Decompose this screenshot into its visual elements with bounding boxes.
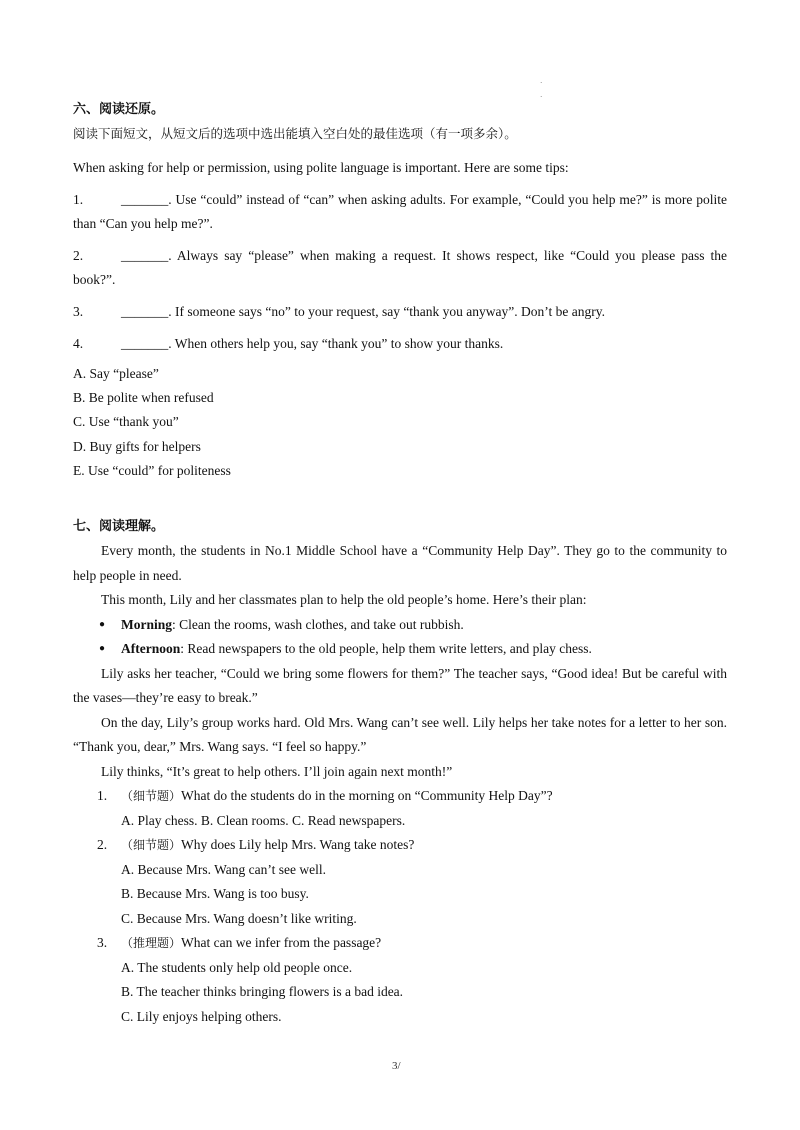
question-number: 3. — [97, 935, 108, 951]
question-number: 1. — [97, 788, 108, 804]
answer-option: A. The students only help old people once. — [121, 959, 353, 975]
plan-bullet — [99, 637, 727, 662]
answer-options: A. Play chess. B. Clean rooms. C. Read newspapers. — [121, 812, 406, 828]
bullet-label: Afternoon — [121, 641, 181, 657]
tip-blank: _______ — [121, 336, 169, 351]
bullet-text: : Clean the rooms, wash clothes, and take out rubbish. — [172, 616, 464, 632]
bullet-dot-icon: ● — [99, 643, 106, 655]
tip-blank: _______ — [121, 304, 169, 319]
option-item: C. Use “thank you” — [73, 414, 179, 430]
tip-text: . When others help you, say “thank you” to show your thanks. — [168, 336, 504, 351]
question-item — [97, 784, 727, 809]
passage-paragraph: Lily asks her teacher, “Could we bring some flowers for them?” The teacher says, “Good idea! But be careful with the vases—they’re easy to break.” — [73, 665, 727, 706]
tip-item — [73, 332, 727, 356]
question-type: （细节题） — [121, 789, 182, 804]
tip-number: 4. — [73, 336, 84, 351]
tip-number: 1. — [73, 192, 84, 207]
question-text: Why does Lily help Mrs. Wang take notes? — [181, 837, 415, 853]
plan-bullet — [99, 613, 727, 638]
tip-blank: _______ — [121, 248, 169, 263]
option-item: B. Be polite when refused — [73, 390, 214, 406]
question-type: （细节题） — [121, 838, 182, 853]
answer-option: B. The teacher thinks bringing flowers is a bad idea. — [121, 984, 404, 1000]
tip-item — [73, 244, 727, 292]
answer-option: C. Because Mrs. Wang doesn’t like writing. — [121, 910, 357, 926]
answer-option: A. Because Mrs. Wang can’t see well. — [121, 861, 326, 877]
question-text: What do the students do in the morning on “Community Help Day”? — [181, 788, 553, 804]
bullet-label: Morning — [121, 616, 173, 632]
scan-marks: · · — [540, 79, 543, 101]
bullet-dot-icon: ● — [99, 618, 106, 630]
question-number: 2. — [97, 837, 108, 853]
tip-text: . Always say “please” when making a request. It shows respect, like “Could you please pass the book?”. — [73, 248, 727, 287]
option-item: D. Buy gifts for helpers — [73, 438, 201, 454]
tip-blank: _______ — [121, 192, 169, 207]
passage-paragraph: Lily thinks, “It’s great to help others. I’ll join again next month!” — [101, 763, 453, 779]
question-item — [97, 931, 727, 956]
tip-number: 2. — [73, 248, 84, 263]
section6-intro: When asking for help or permission, using polite language is important. Here are some tips: — [73, 160, 569, 175]
tip-number: 3. — [73, 304, 84, 319]
tip-item — [73, 300, 727, 324]
question-text: What can we infer from the passage? — [181, 935, 382, 951]
passage-paragraph: This month, Lily and her classmates plan to help the old people’s home. Here’s their plan: — [101, 592, 587, 608]
section7-heading: 七、阅读理解。 — [73, 519, 165, 535]
option-item: E. Use “could” for politeness — [73, 462, 231, 478]
section6-heading: 六、阅读还原。 — [73, 102, 165, 117]
question-type: （推理题） — [121, 936, 182, 951]
passage-paragraph: Every month, the students in No.1 Middle School have a “Community Help Day”. They go to the community to help people in need. — [73, 543, 727, 583]
passage-paragraph: On the day, Lily’s group works hard. Old Mrs. Wang can’t see well. Lily helps her take notes for a letter to her son. “Thank you, dear,” Mrs. Wang says. “I feel so happy.” — [73, 714, 727, 755]
question-list — [73, 784, 727, 1029]
worksheet-page — [73, 100, 727, 1029]
tip-item — [73, 188, 727, 236]
section6-instruction: 阅读下面短文，从短文后的选项中选出能填入空白处的最佳选项（有一项多余）。 — [73, 126, 517, 141]
tip-text: . Use “could” instead of “can” when asking adults. For example, “Could you help me?” is more polite than “Can you help me?”. — [73, 192, 727, 231]
bullet-text: : Read newspapers to the old people, help them write letters, and play chess. — [180, 641, 592, 657]
tip-text: . If someone says “no” to your request, say “thank you anyway”. Don’t be angry. — [168, 304, 606, 319]
options-list — [73, 362, 727, 483]
page-number: 3/ — [392, 1060, 401, 1072]
option-item: A. Say “please” — [73, 366, 159, 381]
tips-list — [73, 188, 727, 356]
answer-option: C. Lily enjoys helping others. — [121, 1008, 282, 1024]
question-item — [97, 833, 727, 858]
answer-option: B. Because Mrs. Wang is too busy. — [121, 886, 309, 902]
